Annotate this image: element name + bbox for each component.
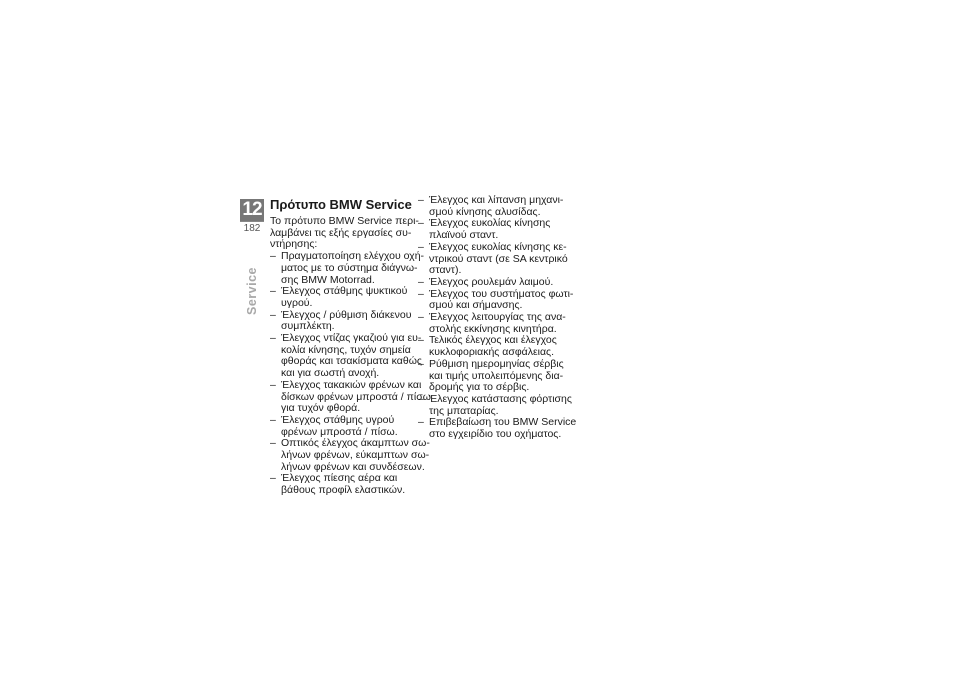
maintenance-list-right <box>418 194 577 441</box>
list-item-line: – Έλεγχος κατάστασης φόρτισης <box>429 392 572 405</box>
left-column <box>270 197 431 497</box>
list-item-line: – Τελικός έλεγχος και έλεγχος <box>429 334 557 347</box>
list-item <box>418 392 572 417</box>
chapter-number: 12 <box>240 199 264 221</box>
list-item-line: της μπαταρίας. <box>429 404 499 417</box>
list-item-line: – Έλεγχος / ρύθμιση διάκενου <box>281 308 412 321</box>
list-item-line: υγρού. <box>281 296 313 309</box>
page-number: 182 <box>240 221 264 236</box>
list-item <box>418 218 562 241</box>
intro-line: λαμβάνει τις εξής εργασίες συ- <box>270 226 412 239</box>
list-item-line: – Έλεγχος του συστήματος φωτι- <box>429 287 574 300</box>
list-item <box>418 335 562 358</box>
list-item-line: – Έλεγχος λειτουργίας της ανα- <box>429 311 566 324</box>
list-item-line: πλαϊνού σταντ. <box>429 229 499 242</box>
list-item-line: – Έλεγχος ευκολίας κίνησης <box>429 217 551 230</box>
list-item-line: συμπλέκτη. <box>281 320 335 333</box>
list-item <box>270 437 430 473</box>
list-item <box>270 310 412 333</box>
side-section-label: Service <box>245 267 259 315</box>
list-item-line: – Έλεγχος ευκολίας κίνησης κε- <box>429 240 567 253</box>
list-item-line: κολία κίνησης, τυχόν σημεία <box>281 343 411 356</box>
list-item-line: ματος με το σύστημα διάγνω- <box>281 261 418 274</box>
list-item <box>418 195 562 218</box>
list-item-line: – Οπτικός έλεγχος άκαμπτων σω- <box>281 437 430 450</box>
right-column <box>418 194 577 441</box>
list-item-line: δίσκων φρένων μπροστά / πίσω <box>281 390 431 403</box>
list-item-line: και τιμής υπολειπόμενης δια- <box>429 369 564 382</box>
list-item-line: λήνων φρένων, εύκαμπτων σω- <box>281 449 430 462</box>
list-item-line: και για σωστή ανοχή. <box>281 367 380 380</box>
list-item-line: κυκλοφοριακής ασφάλειας. <box>429 346 555 359</box>
list-item <box>418 359 562 394</box>
list-item-line: – Έλεγχος ντίζας γκαζιού για ευ- <box>281 332 422 345</box>
list-item-line: στο εγχειρίδιο του οχήματος. <box>429 428 562 441</box>
list-item-line: ντρικού σταντ (σε SA κεντρικό <box>429 252 568 265</box>
list-item <box>270 332 422 380</box>
list-item-line: – Ρύθμιση ημερομηνίας σέρβις <box>429 357 564 370</box>
list-item-line: βάθους προφίλ ελαστικών. <box>281 484 406 497</box>
list-item-line: στολής εκκίνησης κινητήρα. <box>429 322 557 335</box>
list-item <box>418 311 566 335</box>
list-item-line: – Πραγματοποίηση ελέγχου οχή- <box>281 250 425 263</box>
list-item-line: σμού κίνησης αλυσίδας. <box>429 205 541 218</box>
list-item <box>418 240 568 277</box>
list-item <box>418 287 574 312</box>
list-item-line: για τυχόν φθορά. <box>281 402 361 415</box>
intro-paragraph <box>270 215 419 251</box>
list-item <box>418 416 577 441</box>
list-item-line: σταντ). <box>429 264 462 277</box>
list-item <box>270 415 412 438</box>
list-item-line: – Έλεγχος ρουλεμάν λαιμού. <box>429 275 554 288</box>
list-item-line: λήνων φρένων και συνδέσεων. <box>281 460 425 473</box>
intro-line: Το πρότυπο BMW Service περι- <box>270 215 419 227</box>
maintenance-list-left <box>270 250 431 497</box>
list-item-line: – Έλεγχος στάθμης ψυκτικού <box>281 285 408 298</box>
list-item-line: φρένων μπροστά / πίσω. <box>281 425 398 438</box>
list-item <box>270 286 412 309</box>
list-item-line: δρομής για το σέρβις. <box>429 381 530 394</box>
list-item-line: – Επιβεβαίωση του BMW Service <box>429 416 577 429</box>
list-item <box>418 277 562 289</box>
list-item-line: – Έλεγχος πίεσης αέρα και <box>281 472 398 485</box>
list-item-line: – Έλεγχος και λίπανση μηχανι- <box>429 194 564 206</box>
list-item-line: σμού και σήμανσης. <box>429 299 523 312</box>
list-item-line: – Έλεγχος στάθμης υγρού <box>281 413 395 426</box>
chapter-tab <box>240 199 264 239</box>
list-item-line: – Έλεγχος τακακιών φρένων και <box>281 378 422 391</box>
list-item <box>270 250 425 286</box>
list-item-line: σης BMW Motorrad. <box>281 273 375 286</box>
list-item <box>270 473 412 496</box>
list-item-line: φθοράς και τσακίσματα καθώς <box>281 355 422 368</box>
intro-line: ντήρησης: <box>270 238 318 251</box>
list-item <box>270 378 431 415</box>
section-title: Πρότυπο BMW Service <box>270 197 412 212</box>
